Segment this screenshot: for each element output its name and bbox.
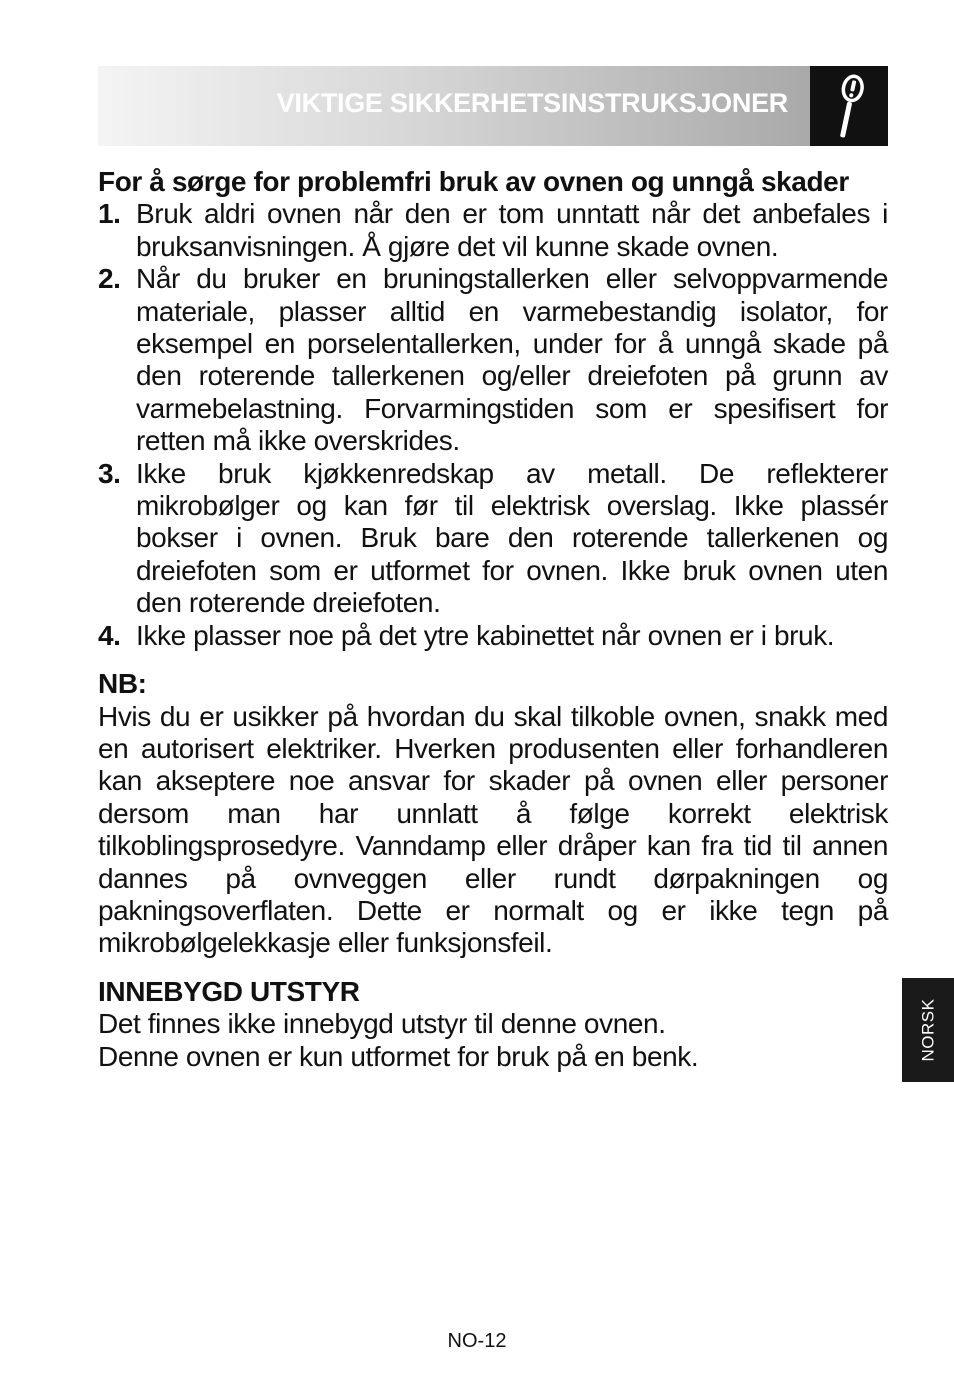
built-in-heading: INNEBYGD UTSTYR bbox=[98, 975, 360, 1007]
nb-paragraph: Hvis du er usikker på hvordan du skal tilkoble ovnen, snakk med en autorisert elektriker. Hverken produsenten eller forhandleren kan akseptere noe ansvar for skader på ovnen eller personer dersom man har unnlatt å følge korrekt elektrisk tilkoblingsprosedyre. Vanndamp eller dråper kan fra tid til annen dannes på ovnveggen eller rundt dørpakningen og pakningsoverflaten. Dette er normalt og er ikke tegn på mikrobølgelekkasje eller funksjonsfeil. bbox=[98, 700, 888, 959]
instruction-list bbox=[98, 198, 888, 652]
header-icon-box bbox=[810, 66, 888, 146]
item-number: 4. bbox=[98, 619, 121, 651]
section-heading: For å sørge for problemfri bruk av ovnen og unngå skader bbox=[98, 166, 849, 197]
list-item bbox=[98, 620, 888, 652]
item-number: 1. bbox=[98, 198, 121, 230]
item-text: Når du bruker en bruningstallerken eller selvoppvarmende materiale, plasser alltid en varmebestandig isolator, for eksempel en porselentallerken, under for å unngå skade på den roterende tallerkenen og/eller dreiefoten på grunn av varmebelastning. Forvarmingstiden som er spesifisert for retten må ikke overskrides. bbox=[136, 263, 888, 457]
list-item bbox=[98, 458, 888, 620]
list-item bbox=[98, 198, 888, 263]
page-number: NO-12 bbox=[447, 1330, 507, 1352]
language-tab-label: NORSK bbox=[918, 998, 937, 1062]
item-text: Bruk aldri ovnen når den er tom unntatt når det anbefales i bruksanvisningen. Å gjøre det vil kunne skade ovnen. bbox=[136, 198, 888, 262]
item-number: 3. bbox=[98, 457, 121, 489]
item-text: Ikke bruk kjøkkenredskap av metall. De reflekterer mikrobølger og kan før til elektrisk overslag. Ikke plassér bokser i ovnen. Bruk bare den roterende tallerkenen og dreiefoten som er utformet for ovnen. Ikke bruk ovnen uten den roterende dreiefoten. bbox=[136, 457, 888, 619]
list-item bbox=[98, 263, 888, 457]
language-tab bbox=[902, 978, 954, 1082]
main-content bbox=[98, 166, 888, 1073]
built-in-line: Denne ovnen er kun utformet for bruk på en benk. bbox=[98, 1040, 699, 1072]
page-title: VIKTIGE SIKKERHETSINSTRUKSJONER bbox=[276, 88, 788, 118]
header-band bbox=[98, 66, 810, 146]
built-in-line: Det finnes ikke innebygd utstyr til denne ovnen. bbox=[98, 1008, 666, 1040]
warning-spoon-icon bbox=[830, 72, 868, 140]
item-number: 2. bbox=[98, 263, 121, 295]
item-text: Ikke plasser noe på det ytre kabinettet når ovnen er i bruk. bbox=[136, 619, 835, 651]
nb-heading: NB: bbox=[98, 668, 147, 700]
